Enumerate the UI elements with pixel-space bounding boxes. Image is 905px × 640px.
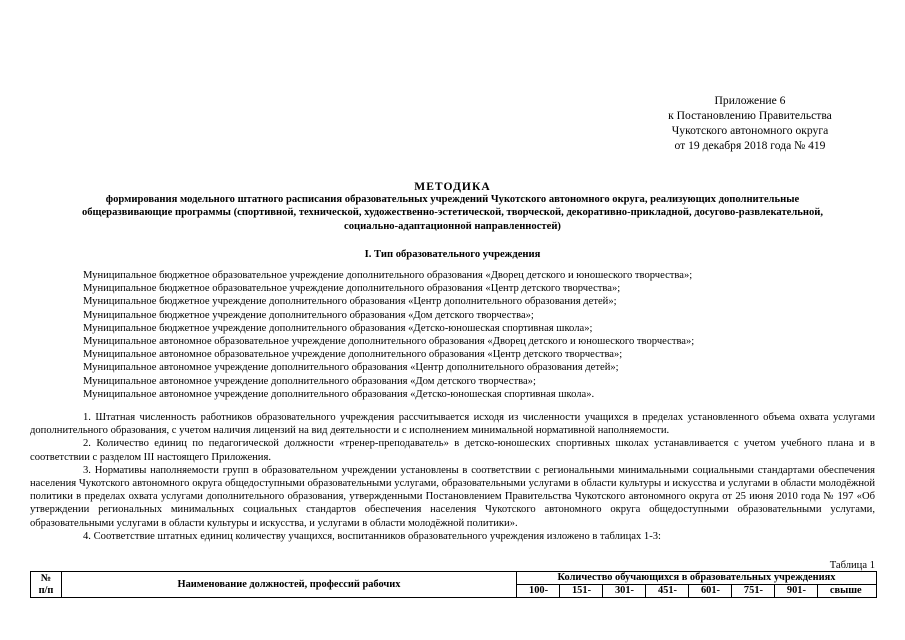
number-header-line-2: п/п: [38, 584, 54, 596]
appendix-line-1: Приложение 6: [714, 94, 786, 107]
institution-item: Муниципальное автономное образовательное учреждение дополнительного образования «Дворец детского и юношеского творчества»;: [83, 336, 695, 348]
appendix-line-2: к Постановлению Правительства: [668, 109, 832, 122]
section-heading: I. Тип образовательного учреждения: [364, 249, 541, 260]
bucket-header-cell: 901-: [774, 585, 817, 598]
institution-item: Муниципальное автономное учреждение дополнительного образования «Детско-юношеская спортивная школа».: [83, 388, 595, 400]
bucket-header-cell: 751-: [731, 585, 774, 598]
position-name-header: Наименование должностей, профессий рабочих: [62, 572, 517, 598]
table-header-row: [31, 572, 877, 585]
bucket-header-cell: 301-: [602, 585, 645, 598]
institution-item: Муниципальное автономное учреждение дополнительного образования «Центр дополнительного образования детей»;: [83, 362, 619, 374]
bucket-header-cell: свыше: [817, 585, 876, 598]
institution-item: Муниципальное бюджетное учреждение дополнительного образования «Центр дополнительного образования детей»;: [83, 296, 617, 308]
bucket-header-cell: 100-: [517, 585, 560, 598]
bucket-header-cell: 151-: [559, 585, 602, 598]
institution-item: Муниципальное бюджетное образовательное учреждение дополнительного образования «Центр детского творчества»;: [83, 283, 621, 295]
subtitle-line-2: общеразвивающие программы (спортивной, технической, художественно-эстетической, творческой, декоративно-прикладной, досугово-развлекательной,: [81, 207, 824, 219]
bucket-header-cell: 451-: [645, 585, 688, 598]
institution-item: Муниципальное бюджетное учреждение дополнительного образования «Детско-юношеская спортивная школа»;: [83, 322, 593, 334]
institution-item: Муниципальное автономное образовательное учреждение дополнительного образования «Центр детского творчества»;: [83, 349, 623, 361]
institution-item: Муниципальное автономное учреждение дополнительного образования «Дом детского творчества»;: [83, 375, 536, 387]
table-caption: Таблица 1: [829, 560, 875, 571]
paragraph-2: 2. Количество единиц по педагогической должности «тренер-преподаватель» в детско-юношеских спортивных школах устанавливается с учетом учебного плана и в соответствии с разделом III настоящего Приложения.: [30, 438, 875, 463]
subtitle-line-1: формирования модельного штатного расписания образовательных учреждений Чукотского автономного округа, реализующих дополнительные: [105, 194, 800, 205]
institution-list: [30, 269, 875, 401]
staffing-table: [30, 571, 877, 598]
paragraph-1: 1. Штатная численность работников образовательного учреждения рассчитывается исходя из численности учащихся в пределах установленного объема охвата услугами дополнительного образования, с учетом наличия лицензий на вид деятельности и с исполнением минимальной нормативной наполняемости.: [30, 412, 875, 437]
document-title: МЕТОДИКА: [414, 180, 491, 193]
number-header-cell: [31, 572, 62, 598]
paragraph-4: 4. Соответствие штатных единиц количеству учащихся, воспитанников образовательного учреждения изложено в таблицах 1-3:: [83, 530, 661, 542]
appendix-line-3: Чукотского автономного округа: [671, 124, 829, 137]
student-count-header: Количество обучающихся в образовательных учреждениях: [517, 572, 877, 585]
number-header-line-1: №: [40, 572, 52, 584]
document-subtitle: [30, 193, 875, 233]
paragraph-3: 3. Нормативы наполняемости групп в образовательном учреждении установлены в соответствии с региональными минимальными социальными стандартами обеспечения населения Чукотского автономного округа общедоступными образовательными услугами, образовательными услугами в области культуры и искусства и услугами в области молодёжной политики в пределах охвата услугами дополнительного образования, утвержденными Постановлением Правительства Чукотского автономного округа от 25 июня 2010 года № 197 «Об утверждении региональных минимальных социальных стандартов обеспечения населения Чукотского автономного округа общедоступными образовательными услугами, образовательными услугами в области культуры и искусства, и услугами в области молодёжной политики».: [30, 464, 875, 529]
institution-item: Муниципальное бюджетное учреждение дополнительного образования «Дом детского творчества»;: [83, 309, 534, 321]
body-text: [30, 411, 875, 543]
appendix-line-4: от 19 декабря 2018 года № 419: [674, 139, 826, 152]
appendix-block: [630, 93, 870, 153]
institution-item: Муниципальное бюджетное образовательное учреждение дополнительного образования «Дворец детского и юношеского творчества»;: [83, 270, 693, 281]
bucket-header-cell: 601-: [688, 585, 731, 598]
subtitle-line-3: социально-адаптационной направленностей): [344, 220, 561, 232]
